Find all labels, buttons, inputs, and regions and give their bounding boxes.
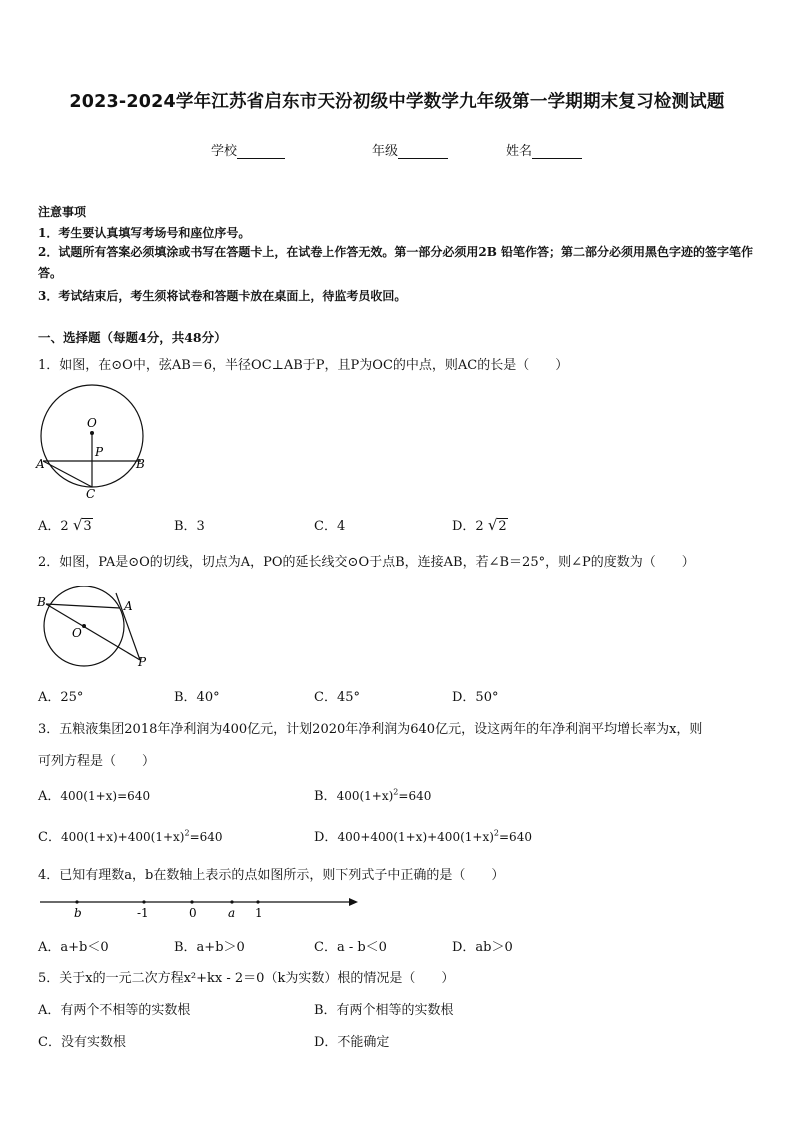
page-title: 2023-2024学年江苏省启东市天汾初级中学数学九年级第一学期期末复习检测试题	[69, 92, 725, 112]
q4-option-a[interactable]: A．a+b＜0	[38, 940, 109, 955]
question-3-text-line2: 可列方程是（ ）	[38, 754, 156, 769]
name-blank	[532, 144, 582, 159]
number-line-figure	[38, 893, 364, 923]
notice-item: 3．考试结束后，考生须将试卷和答题卡放在桌面上，待监考员收回。	[38, 289, 407, 303]
label-o: O	[87, 416, 97, 430]
axis-label-b: b	[74, 906, 82, 920]
q3-option-a-formula: 400(1+x)=640	[60, 789, 151, 803]
q1-option-c[interactable]: C．4	[314, 519, 346, 534]
axis-label-zero: 0	[189, 906, 197, 920]
axis-label-one: 1	[255, 906, 263, 920]
tangent-figure	[34, 586, 154, 672]
label-a: A	[124, 599, 133, 613]
q5-option-d[interactable]: D．不能确定	[314, 1035, 390, 1050]
q1-option-a[interactable]	[38, 515, 93, 534]
label-b: B	[136, 457, 145, 471]
radicand: 2	[498, 519, 507, 534]
name-field	[506, 140, 582, 159]
q1-option-a-text: A．2	[38, 519, 69, 534]
q3-option-b-tail: =640	[398, 789, 432, 803]
q3-option-a-label: A．	[38, 789, 61, 804]
exponent: 2	[493, 828, 499, 838]
q3-option-c[interactable]	[38, 826, 223, 845]
grade-field	[372, 140, 448, 159]
q2-option-c[interactable]: C．45°	[314, 690, 360, 705]
q1-option-b[interactable]: B．3	[174, 519, 205, 534]
exponent: 2	[393, 787, 399, 797]
q3-option-a[interactable]	[38, 785, 150, 804]
grade-label: 年级	[372, 144, 399, 159]
q3-option-d-tail: =640	[499, 830, 532, 844]
name-label: 姓名	[506, 144, 533, 159]
q4-option-b[interactable]: B．a+b＞0	[174, 940, 245, 955]
exponent: 2	[184, 828, 190, 838]
question-1-text: 1．如图，在⊙O中，弦AB＝6，半径OC⊥AB于P，且P为OC的中点，则AC的长是（ ）	[38, 358, 569, 373]
label-a: A	[36, 457, 45, 471]
notice-heading: 注意事项	[38, 205, 87, 219]
question-5-text: 5．关于x的一元二次方程x²+kx - 2＝0（k为实数）根的情况是（ ）	[38, 971, 455, 986]
q2-option-d[interactable]: D．50°	[452, 690, 499, 705]
label-p: P	[138, 655, 147, 669]
question-2-text: 2．如图，PA是⊙O的切线，切点为A，PO的延长线交⊙O于点B，连接AB，若∠B＝25°，则∠P的度数为（ ）	[38, 555, 695, 570]
q2-option-a[interactable]: A．25°	[38, 690, 84, 705]
notice-item: 1．考生要认真填写考场号和座位序号。	[38, 226, 251, 240]
q3-option-c-formula: 400(1+x)+400(1+x)	[60, 830, 185, 844]
q3-option-d-label: D．	[314, 830, 338, 845]
q1-option-d[interactable]	[452, 515, 508, 534]
q2-option-b[interactable]: B．40°	[174, 690, 220, 705]
axis-label-minus-one: -1	[137, 906, 149, 920]
q5-option-a[interactable]: A．有两个不相等的实数根	[38, 1003, 191, 1018]
question-3-text-line1: 3．五粮液集团2018年净利润为400亿元，计划2020年净利润为640亿元，设这两年的年净利润平均增长率为x，则	[38, 722, 703, 737]
school-field	[211, 140, 285, 159]
label-c: C	[86, 487, 96, 501]
grade-blank	[398, 144, 448, 159]
section-heading: 一、选择题（每题4分，共48分）	[38, 330, 227, 345]
q1-option-d-text: D．2	[452, 519, 484, 534]
q3-option-b-formula: 400(1+x)	[336, 789, 394, 803]
school-label: 学校	[211, 144, 238, 159]
radicand: 3	[83, 519, 92, 534]
q3-option-c-label: C．	[38, 830, 61, 845]
circle-chord-figure	[34, 380, 154, 502]
arrow-icon	[349, 898, 358, 906]
q4-option-d[interactable]: D．ab＞0	[452, 940, 513, 955]
q3-option-b-label: B．	[314, 789, 337, 804]
q3-option-c-tail: =640	[189, 830, 223, 844]
q3-option-b[interactable]	[314, 785, 431, 804]
axis-label-a: a	[228, 906, 236, 920]
question-4-text: 4．已知有理数a，b在数轴上表示的点如图所示，则下列式子中正确的是（ ）	[38, 868, 505, 883]
q4-option-c[interactable]: C．a - b＜0	[314, 940, 387, 955]
sqrt-symbol: √	[72, 516, 83, 534]
school-blank	[237, 144, 285, 159]
label-o: O	[72, 626, 82, 640]
sqrt-symbol: √	[487, 516, 498, 534]
label-p: P	[95, 445, 104, 459]
notice-item: 2．试题所有答案必须填涂或书写在答题卡上，在试卷上作答无效。第一部分必须用2B 铅笔作答；第二部分必须用黑色字迹的签字笔作答。	[38, 245, 754, 280]
q5-option-b[interactable]: B．有两个相等的实数根	[314, 1003, 454, 1018]
q5-option-c[interactable]: C．没有实数根	[38, 1035, 126, 1050]
q3-option-d[interactable]	[314, 826, 532, 845]
q3-option-d-formula: 400+400(1+x)+400(1+x)	[337, 830, 494, 844]
label-b: B	[37, 595, 46, 609]
